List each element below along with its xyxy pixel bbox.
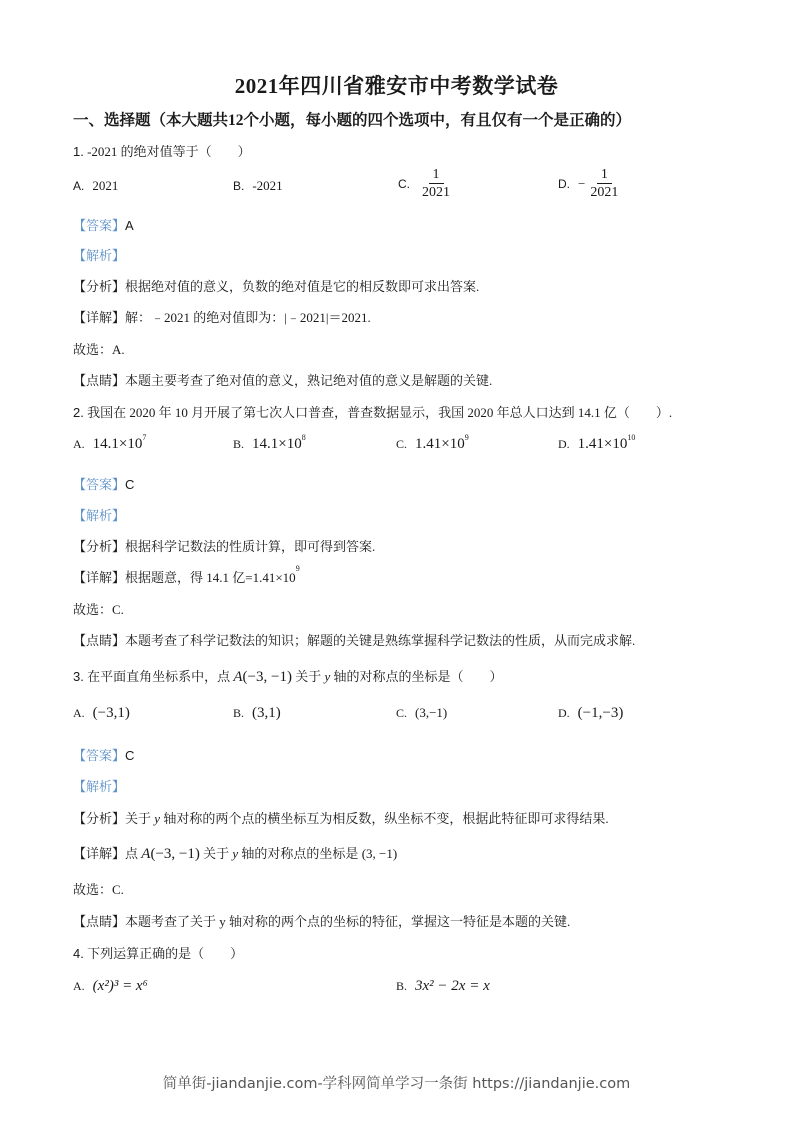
answer-label: 【答案】: [73, 748, 126, 763]
option-letter: D.: [558, 437, 570, 451]
q2-option-a: [73, 433, 147, 453]
option-letter: A.: [73, 979, 85, 993]
q2-option-b: [233, 433, 306, 453]
option-value: (3,1): [252, 705, 281, 721]
option-value: $1.41\times 10^{10}$: [577, 433, 636, 452]
option-value: (−1,−3): [577, 705, 624, 721]
q1-detail: [73, 307, 371, 326]
axis-variable: y: [324, 669, 331, 684]
analysis-label: 【分析】: [73, 811, 126, 826]
comment-label: 【点睛】: [73, 914, 126, 929]
answer-value: C: [125, 748, 135, 763]
axis-variable: y: [154, 811, 161, 826]
q1-analysis: [73, 276, 479, 295]
q1-choice: 故选：A.: [73, 342, 125, 357]
q1-option-a: [73, 178, 118, 194]
q2-detail: [73, 564, 300, 586]
fraction: [418, 166, 454, 201]
analysis-label: 【分析】: [73, 539, 126, 554]
option-letter: A.: [73, 179, 85, 193]
denominator: 2021: [422, 185, 450, 200]
q3-analysis: 【分析】关于 y 轴对称的两个点的横坐标互为相反数，纵坐标不变，根据此特征即可求得结果.: [73, 811, 609, 826]
footer-watermark: 简单街-jiandanjie.com-学科网简单学习一条街 https://jiandanjie.com: [162, 1076, 631, 1092]
option-expression: 3x² − 2x = x: [415, 978, 490, 994]
option-letter: C.: [396, 705, 408, 720]
option-letter: B.: [233, 179, 245, 193]
q1-option-c: [398, 166, 454, 201]
option-value: $14.1\times 10^8$: [252, 433, 306, 452]
q3-answer: [73, 745, 134, 764]
denominator: 2021: [590, 185, 619, 200]
answer-value: A: [125, 218, 134, 233]
q3-option-d: [558, 705, 623, 722]
q3-option-a: [73, 705, 130, 722]
answer-value: C: [125, 477, 135, 492]
fraction: [586, 166, 622, 201]
comment-text: 本题考查了关于 y 轴对称的两个点的坐标的特征，掌握这一特征是本题的关键.: [125, 914, 571, 929]
detail-text: 根据题意，得 14.1 亿=1.41×10: [125, 570, 296, 585]
question-4-stem: [73, 943, 243, 962]
answer-label: 【答案】: [73, 477, 126, 492]
option-value: $14.1\times 10^7$: [92, 433, 147, 452]
q1-option-d: [558, 166, 622, 201]
q3-detail: 【详解】点 A(−3, −1) 关于 y 轴的对称点的坐标是 (3, −1): [73, 846, 398, 862]
q1-answer: [73, 215, 134, 234]
option-letter: D.: [558, 176, 570, 191]
q3-analysis-header: 【解析】: [73, 779, 126, 794]
option-letter: C.: [398, 176, 410, 191]
q2-choice: 故选：C.: [73, 602, 124, 617]
question-text: 我国在 2020 年 10 月开展了第七次人口普查，普查数据显示，我国 2020 年总人口达到 14.1 亿（ ）.: [87, 405, 673, 420]
question-number: 3.: [73, 669, 84, 684]
q3-comment: [73, 911, 570, 930]
option-value: (−3,1): [92, 705, 130, 721]
comment-label: 【点睛】: [73, 633, 126, 648]
numerator: 1: [597, 166, 612, 184]
analysis-label: 【分析】: [73, 279, 126, 294]
detail-label: 【详解】: [73, 846, 126, 861]
analysis-text: 根据绝对值的意义，负数的绝对值是它的相反数即可求出答案.: [125, 279, 480, 294]
section-title: 一、选择题（本大题共12个小题，每小题的四个选项中，有且仅有一个是正确的）: [73, 112, 632, 129]
q2-comment: [73, 630, 635, 649]
option-letter: A.: [73, 706, 85, 720]
q3-option-c: [396, 705, 447, 721]
point-expression: A(−3, −1): [233, 669, 292, 685]
detail-label: 【详解】: [73, 310, 126, 325]
option-value: 2021: [92, 178, 119, 193]
question-3-stem: 3. 在平面直角坐标系中，点 A(−3, −1) 关于 y 轴的对称点的坐标是（ ）: [73, 669, 503, 685]
question-number: 2.: [73, 405, 84, 420]
axis-variable: y: [232, 846, 239, 861]
detail-text: 解：﹣2021 的绝对值即为：|﹣2021|＝2021.: [125, 310, 371, 325]
page-title: 2021年四川省雅安市中考数学试卷: [234, 74, 559, 98]
q1-comment: [73, 370, 492, 389]
question-2-stem: [73, 402, 672, 421]
question-text: 下列运算正确的是（ ）: [87, 946, 244, 961]
q2-analysis: [73, 536, 375, 555]
q3-option-b: [233, 705, 281, 722]
detail-exponent: 9: [295, 564, 300, 573]
q3-choice: 故选：C.: [73, 882, 124, 897]
point-expression: A(−3, −1): [141, 846, 200, 862]
q1-option-b: [233, 178, 283, 194]
option-value: -2021: [252, 178, 283, 193]
q2-option-c: [396, 433, 469, 453]
option-letter: B.: [233, 437, 245, 451]
question-number: 1.: [73, 144, 84, 159]
option-value: $1.41\times 10^9$: [415, 433, 469, 452]
question-1-stem: [73, 141, 251, 160]
option-expression: (x²)³ = x⁶: [92, 978, 148, 994]
option-value: (3,−1): [415, 705, 448, 720]
q2-option-d: [558, 433, 636, 453]
numerator: 1: [429, 166, 444, 184]
q2-analysis-header: 【解析】: [73, 508, 126, 523]
option-letter: B.: [233, 706, 245, 720]
option-letter: D.: [558, 706, 570, 720]
comment-label: 【点睛】: [73, 373, 126, 388]
q4-option-a: [73, 978, 148, 995]
q4-option-b: [396, 978, 490, 995]
result-coords: (3, −1): [361, 846, 398, 861]
option-letter: A.: [73, 437, 85, 451]
comment-text: 本题考查了科学记数法的知识；解题的关键是熟练掌握科学记数法的性质，从而完成求解.: [125, 633, 636, 648]
question-number: 4.: [73, 946, 84, 961]
q1-analysis-header: 【解析】: [73, 248, 126, 263]
detail-label: 【详解】: [73, 570, 126, 585]
answer-label: 【答案】: [73, 218, 126, 233]
analysis-text: 根据科学记数法的性质计算，即可得到答案.: [125, 539, 376, 554]
option-letter: B.: [396, 979, 408, 993]
q2-answer: [73, 474, 134, 493]
comment-text: 本题主要考查了绝对值的意义，熟记绝对值的意义是解题的关键.: [125, 373, 493, 388]
question-text: -2021 的绝对值等于（ ）: [87, 144, 251, 159]
question-text: 在平面直角坐标系中，点: [87, 669, 234, 684]
option-letter: C.: [396, 437, 408, 451]
minus-sign: −: [578, 175, 586, 191]
